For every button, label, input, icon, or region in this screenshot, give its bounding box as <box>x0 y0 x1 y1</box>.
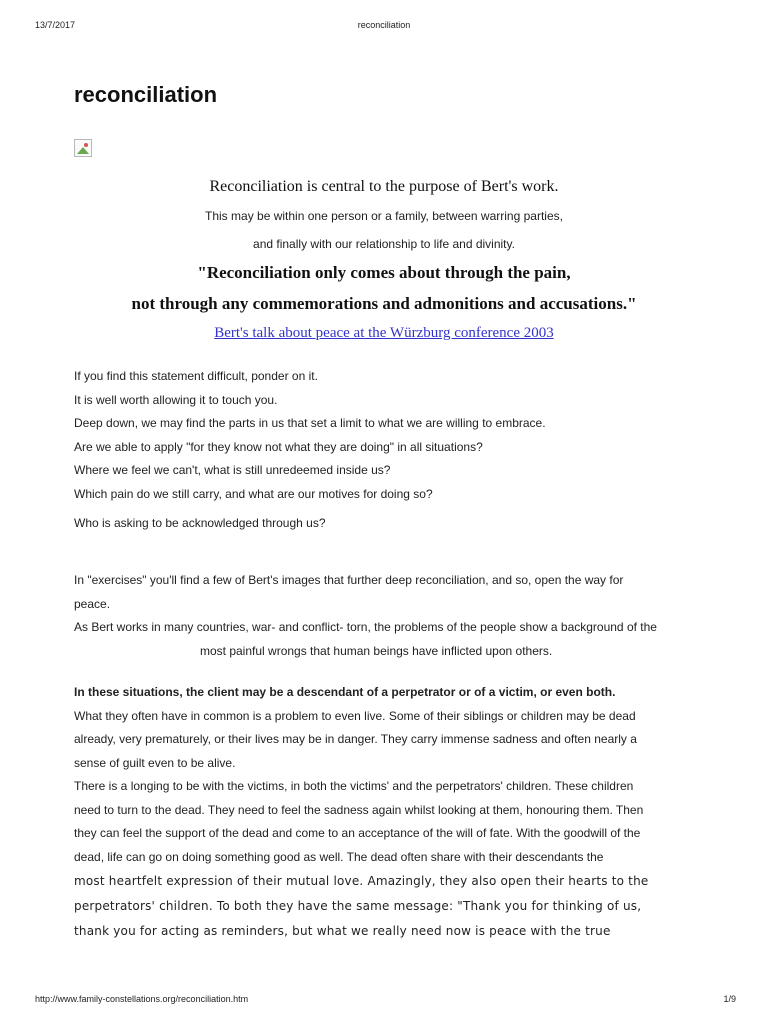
exercises-line: As Bert works in many countries, war- and conflict- torn, the problems of the people show a background of the <box>74 620 657 634</box>
print-header-title: reconciliation <box>357 20 411 30</box>
situations-block <box>74 681 714 944</box>
situations-line: What they often have in common is a problem to even live. Some of their siblings or children may be dead <box>74 708 636 723</box>
situations-line: they can feel the support of the dead and come to an acceptance of the will of fate. With the goodwill of the <box>74 826 641 840</box>
print-footer-url: http://www.family-constellations.org/reconciliation.htm <box>35 994 249 1004</box>
situations-line: sense of guilt even to be alive. <box>74 755 236 770</box>
situations-line: perpetrators' children. To both they have the same message: "Thank you for thinking of us, <box>74 899 642 913</box>
intro-lead: Reconciliation is central to the purpose of Bert's work. <box>209 178 559 195</box>
question-line: It is well worth allowing it to touch you. <box>74 392 278 407</box>
broken-image-icon <box>74 139 92 157</box>
situations-line: need to turn to the dead. They need to feel the sadness again whilst looking at them, honouring them. Then <box>74 802 644 817</box>
question-line: Are we able to apply "for they know not what they are doing" in all situations? <box>74 439 483 454</box>
exercises-line: most painful wrongs that human beings have inflicted upon others. <box>200 643 553 658</box>
question-last: Who is asking to be acknowledged through us? <box>74 516 326 530</box>
situations-line: thank you for acting as reminders, but what we really need now is peace with the true <box>74 924 611 938</box>
question-last-block <box>74 512 714 536</box>
print-date: 13/7/2017 <box>35 20 76 30</box>
question-line: Which pain do we still carry, and what are our motives for doing so? <box>74 486 433 501</box>
question-line: Where we feel we can't, what is still unredeemed inside us? <box>74 463 391 477</box>
quote-line-2: not through any commemorations and admonitions and accusations." <box>131 294 637 313</box>
wurzburg-talk-link[interactable]: Bert's talk about peace at the Würzburg conference 2003 <box>214 325 554 341</box>
quote-line-1: "Reconciliation only comes about through the pain, <box>197 263 571 282</box>
exercises-line: In "exercises" you'll find a few of Bert's images that further deep reconciliation, and so, open the way for <box>74 573 624 587</box>
exercises-block <box>74 569 714 663</box>
situations-line: There is a longing to be with the victims, in both the victims' and the perpetrators' children. These children <box>74 779 634 793</box>
question-line: Deep down, we may find the parts in us that set a limit to what we are willing to embrace. <box>74 416 546 430</box>
questions-block <box>74 365 714 506</box>
page-title: reconciliation <box>74 82 218 107</box>
print-page-number: 1/9 <box>723 994 736 1004</box>
intro-line-1: This may be within one person or a family, between warring parties, <box>205 209 563 223</box>
intro-line-2: and finally with our relationship to life and divinity. <box>253 237 515 251</box>
situations-line: already, very prematurely, or their lives may be in danger. They carry immense sadness and often nearly a <box>74 732 637 746</box>
situations-line: most heartfelt expression of their mutual love. Amazingly, they also open their hearts to the <box>74 874 649 888</box>
situations-line: dead, life can go on doing something good as well. The dead often share with their descendants the <box>74 849 604 864</box>
situations-heading: In these situations, the client may be a descendant of a perpetrator or of a victim, or even both. <box>74 685 616 699</box>
question-line: If you find this statement difficult, ponder on it. <box>74 369 318 383</box>
exercises-line: peace. <box>74 596 111 611</box>
